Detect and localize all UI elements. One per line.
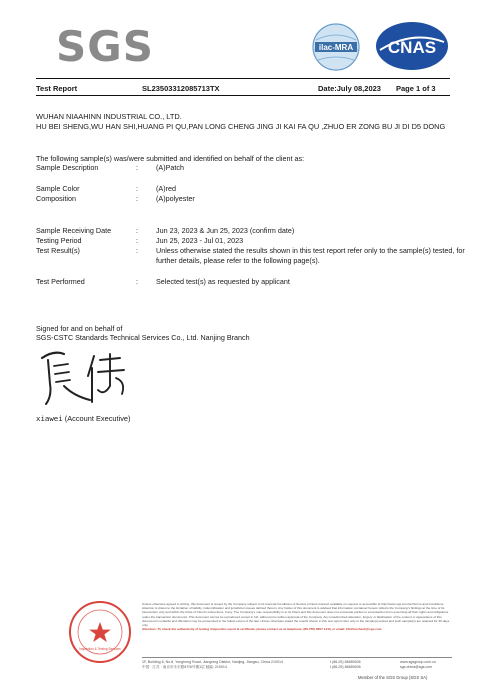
row-colon: : [136,246,138,255]
client-address: HU BEI SHENG,WU HAN SHI,HUANG PI QU,PAN LONG CHENG JING JI KAI FA QU ,ZHUO ER ZONG BU JI DI D5 DONG [36,121,446,131]
page-number: Page 1 of 3 [396,84,436,93]
signed-line-2: SGS-CSTC Standards Technical Services Co., Ltd. Nanjing Branch [36,333,250,343]
authenticity-notice: Attention: To check the authenticity of testing /inspection report & certificate, please contact us at telephone: (86-755) 8307 1443, or email: CN.Doccheck@sgs.com [142,627,382,632]
signed-block [36,324,250,343]
row-colon: : [136,194,138,203]
stamp-text: Inspection & Testing Services [79,647,121,651]
row-label: Sample Color [36,184,80,193]
footer-address-en: 1F, Building 6, No.8, Yonghong Road, Jiangning District, Nanjing, Jiangsu, China 210014 [142,660,284,664]
signer-name: xiawei [36,414,63,423]
footer-disclaimer [142,602,452,631]
row-value: Jun 25, 2023 - Jul 01, 2023 [156,236,244,245]
footer-rule [142,657,452,658]
row-label: Sample Description [36,163,99,172]
member-of-sgs: Member of the SGS Group (SGS SA) [358,675,428,680]
footer-address-cn: 中国 · 江苏 · 南京市永宏路8号6号楼1层 邮编: 210014 [142,665,227,669]
row-colon: : [136,184,138,193]
signer-title: (Account Executive) [64,414,131,423]
row-value: (A)Patch [156,163,184,172]
footer-tel-2: t (86-25) 86689406 [330,665,361,669]
client-block [36,112,456,131]
report-label: Test Report [36,84,78,93]
official-stamp [68,600,132,664]
disclaimer-text: Unless otherwise agreed in writing, this document is issued by the Company subject to its General Conditions of Service printed overleaf, available on request or accessible at http://www.sgs.com/en/Terms-and-Conditions. Attention is drawn to the limitation of liability, indemnification and jurisdiction issues defined therein. Any holder of this document is advised that information contained hereon reflects the Company's findings at the time of its intervention only and within the limits of Client's instructions, if any. The Company's sole responsibility is to its Client and this document does not exonerate parties to a transaction from exercising all their rights and obligations under the transaction documents. This document cannot be reproduced except in full, without prior written approval of the Company. Any unauthorized alteration, forgery or falsification of the content or appearance of this document is unlawful and offenders may be prosecuted to the fullest extent of the law. Unless otherwise stated the results shown in this test report refer only to the sample(s) tested and such sample(s) are retained for 30 days only. [142,602,450,628]
row-label: Test Performed [36,277,85,286]
report-number: SL23503312085713TX [142,84,220,93]
handwritten-signature [34,346,144,408]
header-rule [36,78,450,79]
client-name: WUHAN NIAAHINN INDUSTRIAL CO., LTD. [36,112,182,121]
row-value: Jun 23, 2023 & Jun 25, 2023 (confirm date) [156,226,295,235]
intro-text: The following sample(s) was/were submitted and identified on behalf of the client as: [36,154,305,163]
ilac-mra-text: ilac-MRA [318,43,354,52]
row-label: Sample Receiving Date [36,226,112,235]
sgs-logo: SGS [56,22,154,71]
signer-line [36,414,131,423]
footer-website[interactable]: www.sgsgroup.com.cn [400,660,436,664]
footer-tel-1: t (86-25) 86689406 [330,660,361,664]
row-value: Selected test(s) as requested by applicant [156,277,290,286]
row-label: Composition [36,194,76,203]
row-colon: : [136,163,138,172]
row-colon: : [136,277,138,286]
row-label: Testing Period [36,236,82,245]
cnas-logo [374,20,450,72]
header-rule-2 [36,95,450,96]
row-value: (A)polyester [156,194,195,203]
signed-line-1: Signed for and on behalf of [36,324,123,333]
ilac-mra-logo [306,22,366,72]
row-colon: : [136,236,138,245]
report-date: Date:July 08,2023 [318,84,381,93]
row-value: Unless otherwise stated the results shown in this test report refer only to the sample(s) tested, for further details, please refer to the following page(s). [156,246,465,265]
row-label: Test Result(s) [36,246,80,255]
cnas-text: CNAS [387,38,437,57]
row-value: (A)red [156,184,176,193]
footer-email[interactable]: sgs.china@sgs.com [400,665,433,669]
row-colon: : [136,226,138,235]
